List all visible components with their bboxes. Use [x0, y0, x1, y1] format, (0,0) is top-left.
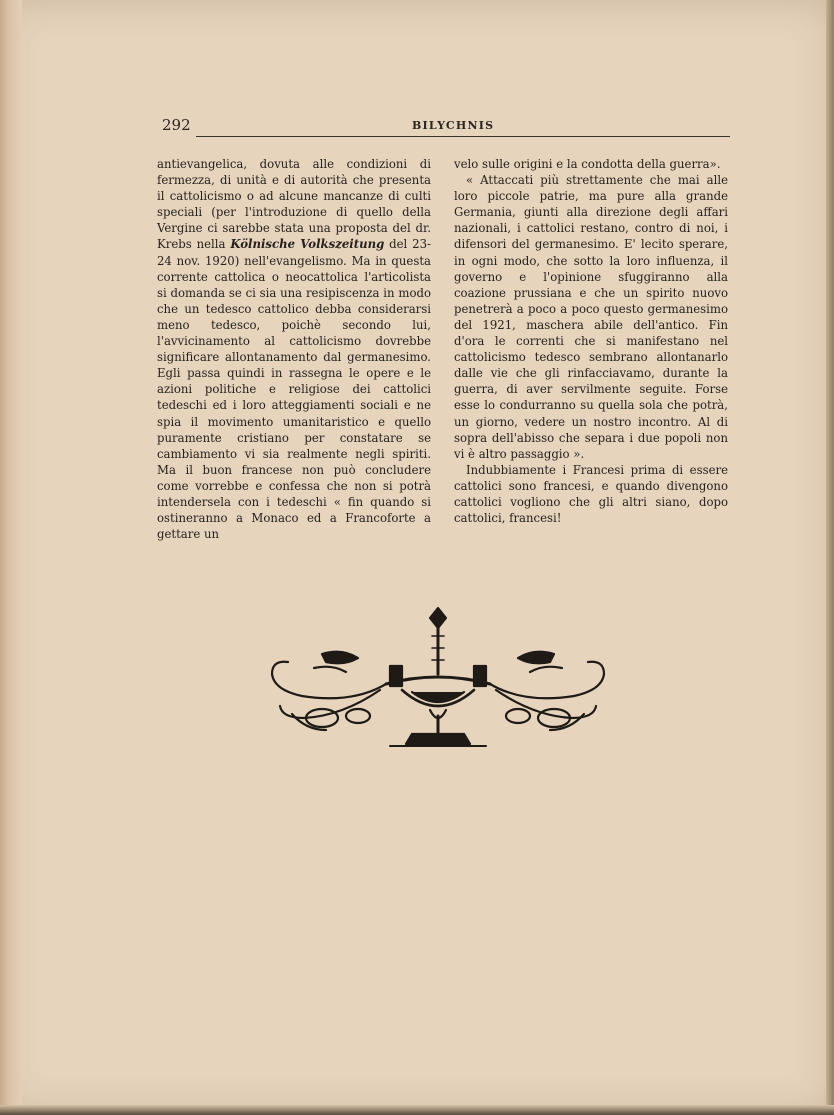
left-text-part-1: antievangelica, dovuta alle condizioni di fermezza, di unità e di autorità che presenta il cattolicismo o ad alcune mancanze di culti speciali (per l'introduzione di quello della Vergine ci sarebbe stata una proposta del dr. Krebs nella — [157, 157, 431, 252]
page-right-edge — [826, 0, 834, 1115]
running-header — [160, 116, 730, 138]
newspaper-title: Kölnische Volkszeitung — [230, 237, 385, 252]
left-paragraph — [157, 156, 431, 542]
running-title: BILYCHNIS — [412, 119, 495, 132]
page-binding-edge — [0, 0, 22, 1115]
left-text-part-2: del 23-24 nov. 1920) nell'evangelismo. Ma in questa corrente cattolica o neocattolica l'articolista si domanda se ci sia una resipiscenza in modo che un tedesco cattolico debba considerarsi meno tedesco, poichè secondo lui, l'avvicinamento al cattolicismo dovrebbe significare allontanamento dal germanesimo. Egli passa quindi in rassegna le opere e le azioni politiche e religiose dei cattolici tedeschi ed i loro atteggiamenti sociali e ne spia il movimento umanitaristico e quello puramente cristiano per constatare se cambiamento vi sia realmente negli spiriti. Ma il buon francese non può concludere come vorrebbe e confessa che non si potrà intendersela con i tedeschi « fin quando si ostineranno a Monaco ed a Francoforte a gettare un — [157, 237, 431, 542]
page-number: 292 — [162, 116, 191, 134]
right-column — [454, 156, 728, 526]
page-bottom-edge — [0, 1105, 834, 1115]
right-paragraph-1: velo sulle origini e la condotta della guerra». — [454, 157, 721, 171]
oil-lamp-ornament-icon — [262, 604, 614, 750]
right-paragraph-quote: « Attaccati più strettamente che mai alle loro piccole patrie, ma pure alla grande Germania, giunti alla direzione degli affari nazionali, i cattolici restano, contro di noi, i difensori del germanesimo. E' lecito sperare, in ogni modo, che sotto la loro influenza, il governo e l'opinione sfuggiranno alla coazione prussiana e che un spirito nuovo penetrerà a poco a poco questo germanesimo del 1921, maschera abile dell'antico. Fin d'ora le correnti che si manifestano nel cattolicismo tedesco sembrano allontanarlo dalle vie che gli rinfacciavamo, durante la guerra, di aver servilmente seguite. Forse esse lo condurranno su quella sola che potrà, un giorno, vedere un nostro incontro. Al di sopra dell'abisso che separa i due popoli non vi è altro passaggio ». — [454, 173, 728, 461]
right-paragraph-conclusion: Indubbiamente i Francesi prima di essere cattolici sono francesi, e quando divengono cattolici vogliono che gli altri siano, dopo cattolici, francesi! — [454, 462, 728, 526]
header-rule — [196, 136, 730, 137]
left-column — [157, 156, 431, 542]
